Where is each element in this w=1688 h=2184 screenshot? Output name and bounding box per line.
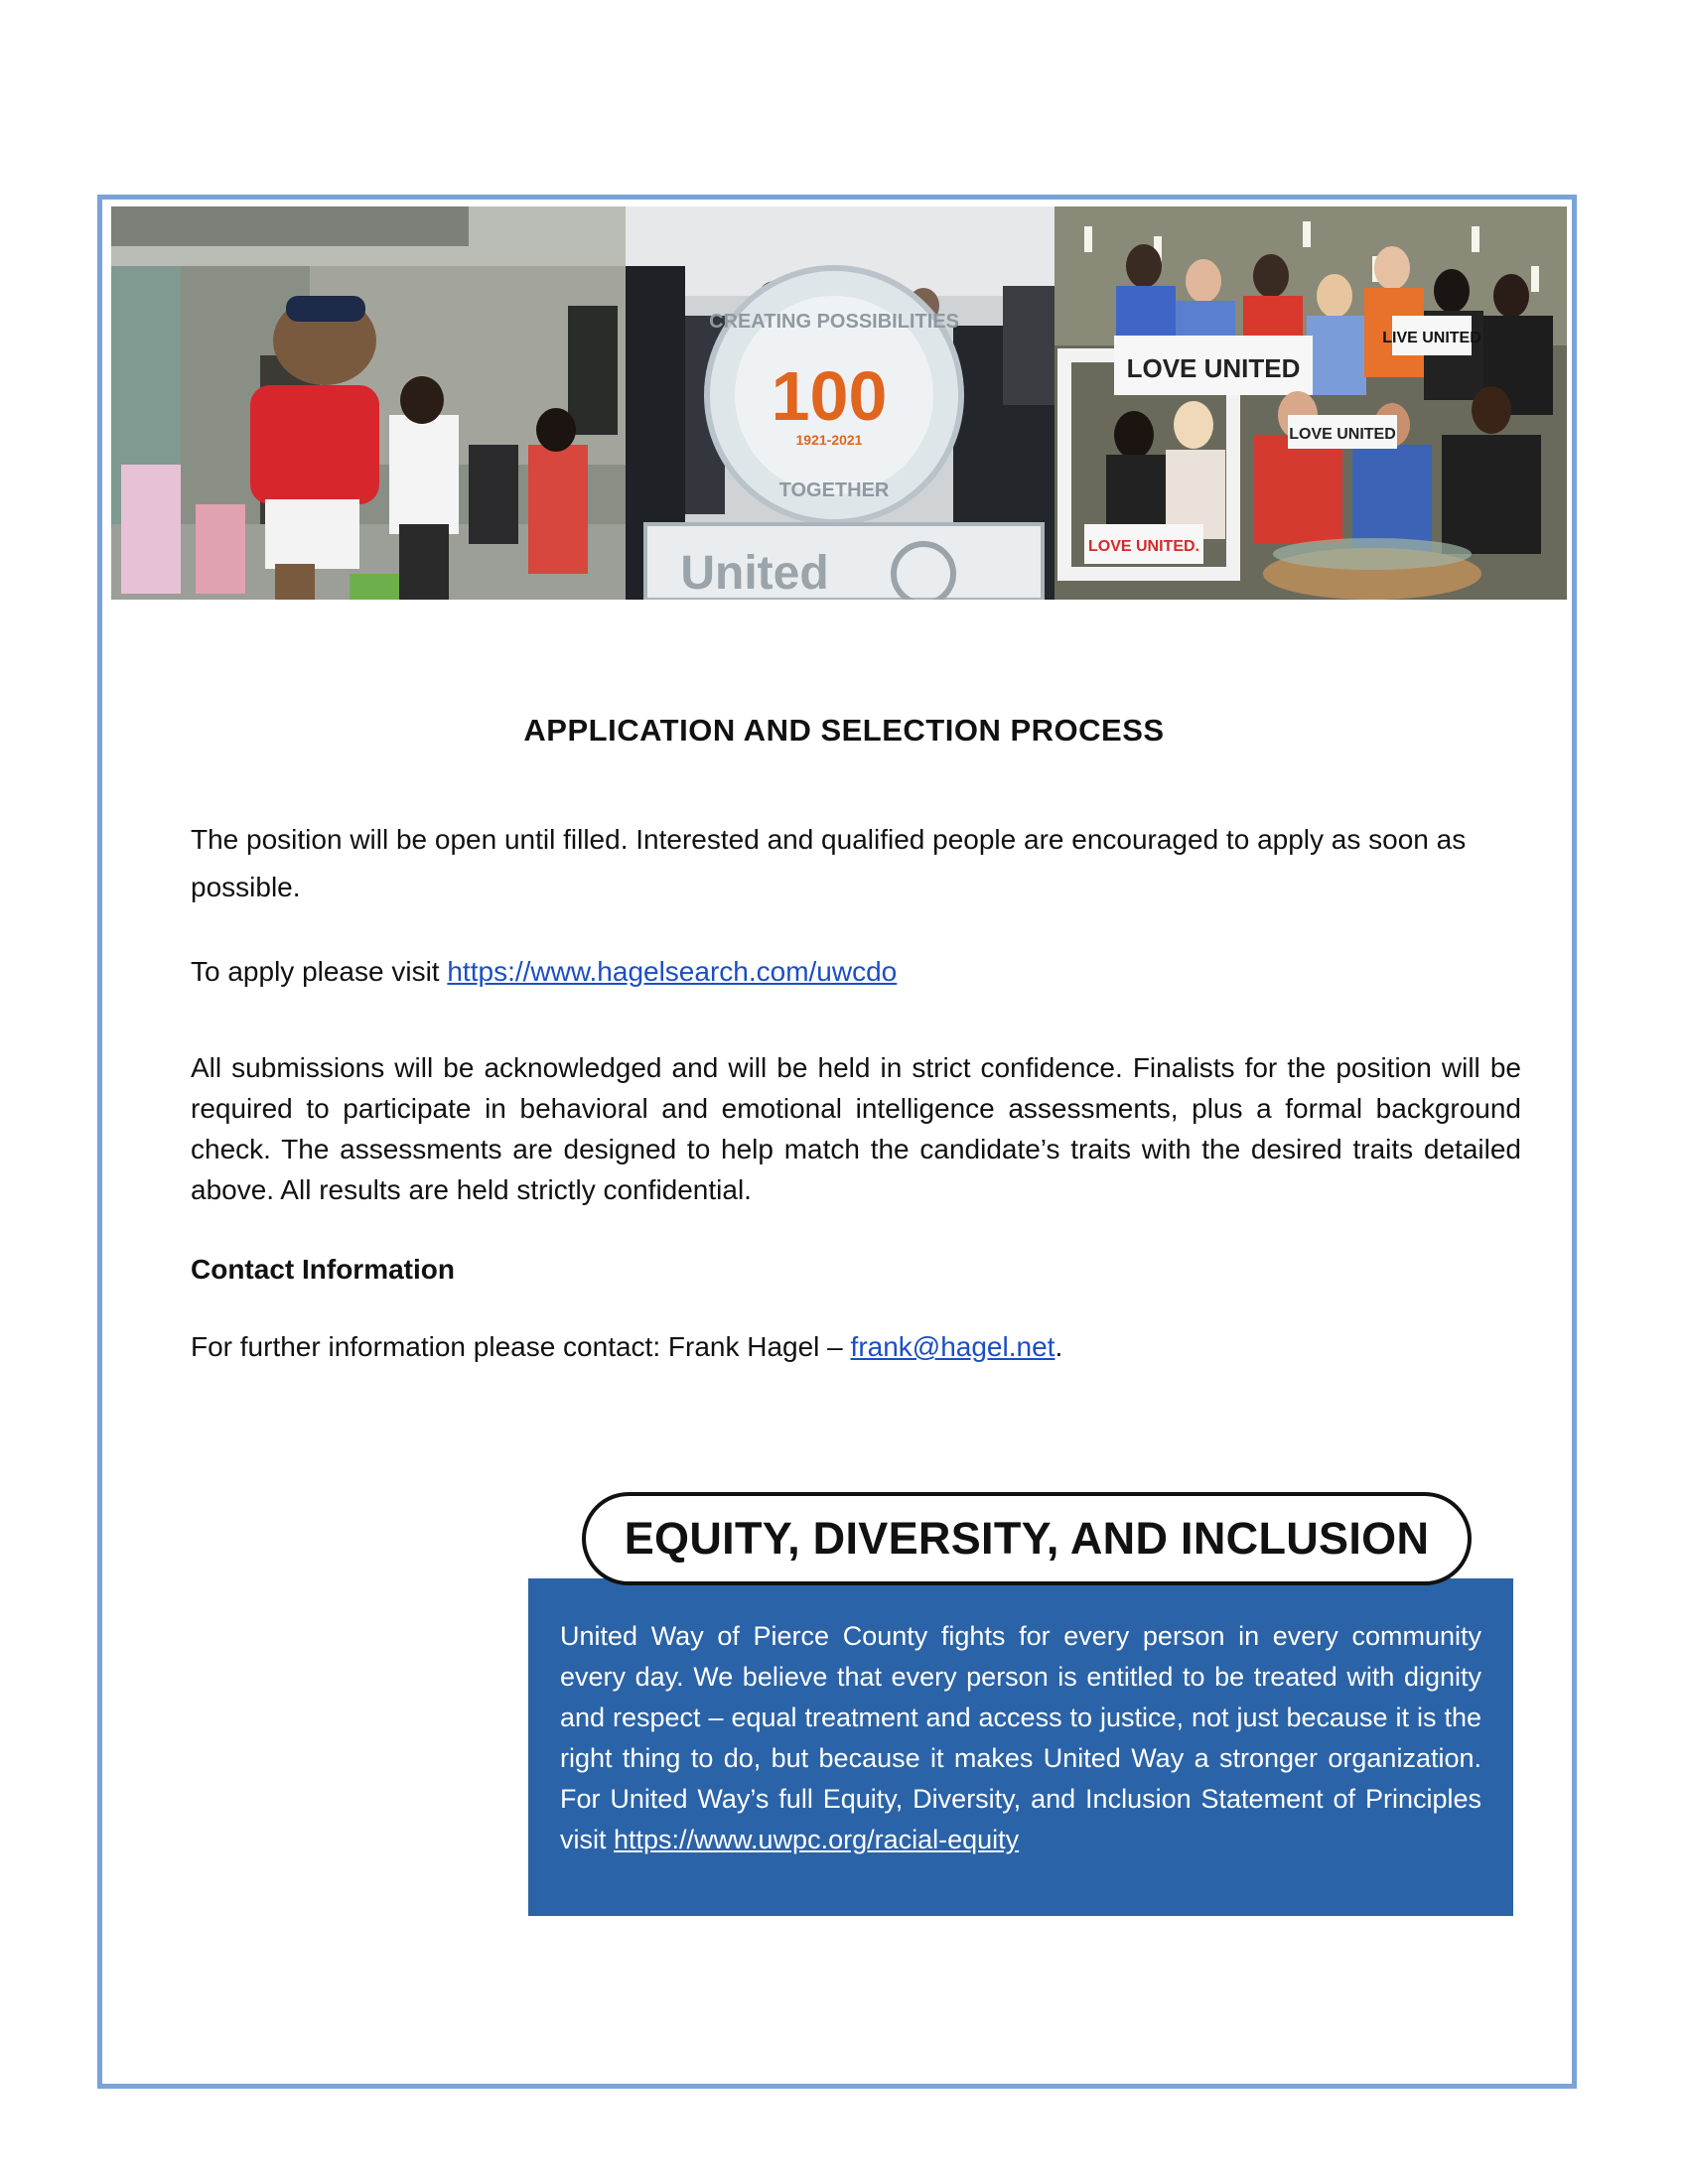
sculpture-arc-text: CREATING POSSIBILITIES	[709, 311, 959, 333]
photo-mascot-with-children	[111, 206, 626, 600]
sculpture-years: 1921-2021	[795, 432, 863, 448]
board-sign-text: LIVE UNITED	[1382, 330, 1481, 346]
apply-prefix: To apply please visit	[191, 956, 448, 987]
photo-love-united-group	[1055, 206, 1567, 600]
contact-prefix: For further information please contact: Frank Hagel –	[191, 1331, 851, 1362]
contact-suffix: .	[1055, 1331, 1063, 1362]
small-sign-text: LOVE UNITED.	[1087, 538, 1200, 555]
section-heading: APPLICATION AND SELECTION PROCESS	[523, 713, 1165, 748]
held-sign-text: LOVE UNITED	[1289, 426, 1396, 443]
frame-sign-text: LOVE UNITED	[1126, 353, 1301, 383]
contact-paragraph	[191, 1326, 1521, 1367]
position-open-paragraph: The position will be open until filled. Interested and qualified people are encouraged to apply as soon as possible.	[191, 824, 1467, 902]
edi-body	[560, 1616, 1481, 1860]
sculpture-base-text: United	[680, 547, 829, 600]
apply-paragraph	[191, 951, 1521, 992]
edi-title: EQUITY, DIVERSITY, AND INCLUSION	[582, 1492, 1472, 1585]
contact-heading: Contact Information	[191, 1254, 455, 1285]
sculpture-number: 100	[771, 357, 888, 435]
submissions-paragraph: All submissions will be acknowledged and will be held in strict confidence. Finalists for the position will be required to participate in behavioral and emotional intelligence assessments, plus a formal background check. The assessments are designed to help match the candidate’s traits with the desired traits detailed above. All results are held strictly confidential.	[191, 1052, 1521, 1205]
photo-centennial-ice-sculpture	[626, 206, 1055, 600]
apply-link[interactable]: https://www.hagelsearch.com/uwcdo	[447, 956, 898, 987]
edi-link[interactable]: https://www.uwpc.org/racial-equity	[614, 1825, 1020, 1854]
sculpture-bottom-text: TOGETHER	[778, 479, 890, 501]
photo-banner	[111, 206, 1567, 600]
edi-body-text: United Way of Pierce County fights for every person in every community every day. We believe that every person is entitled to be treated with dignity and respect – equal treatment and access to justice, not just because it is the right thing to do, but because it makes United Way a stronger organization. For United Way’s full Equity, Diversity, and Inclusion Statement of Principles visit	[560, 1621, 1481, 1854]
contact-email-link[interactable]: frank@hagel.net	[850, 1331, 1055, 1362]
